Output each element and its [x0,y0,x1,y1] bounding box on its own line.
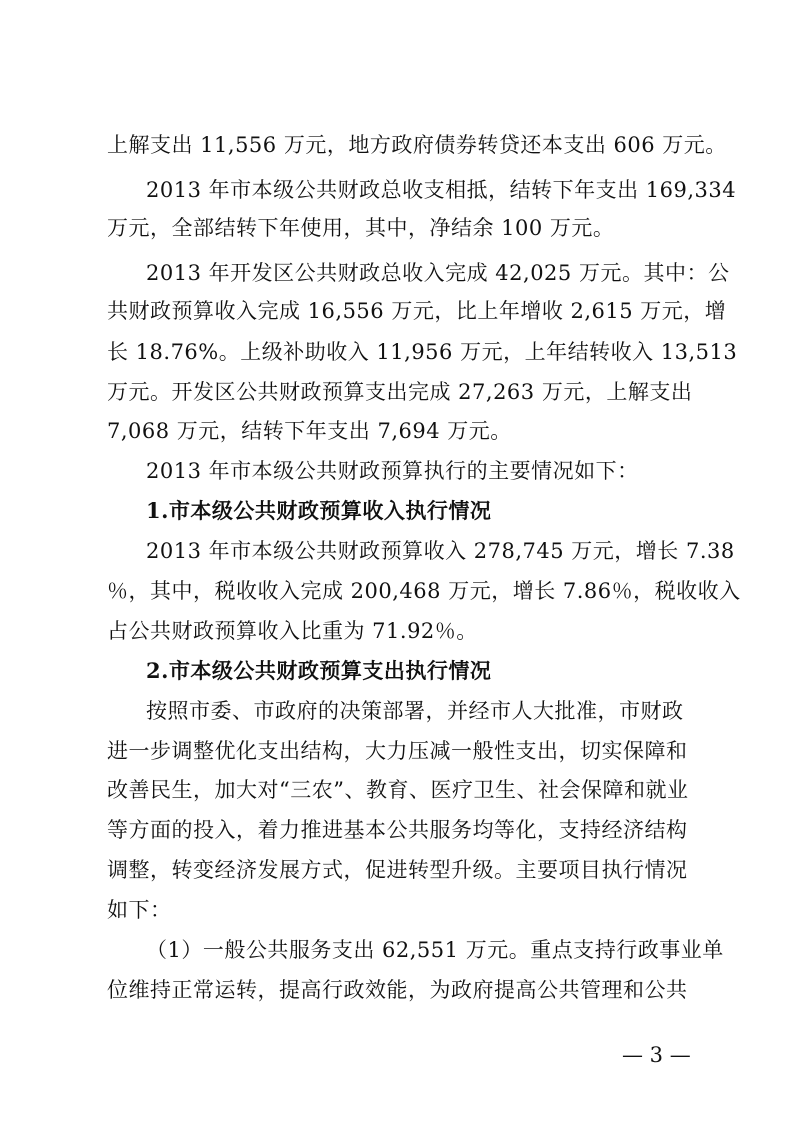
paragraph-expenditure-line: 如下： [107,898,172,922]
numbered-item-line: （1）一般公共服务支出 62,551 万元。重点支持行政事业单 [146,938,724,962]
paragraph-development-zone-line: 万元。开发区公共财政预算支出完成 27,263 万元，上解支出 [107,380,693,404]
paragraph-development-zone-line: 2013 年开发区公共财政总收入完成 42,025 万元。其中：公 [146,261,730,285]
page-number: — 3 — [622,1043,691,1067]
paragraph-expenditure-line: 改善民生，加大对“三农”、教育、医疗卫生、社会保障和就业 [107,778,689,802]
numbered-item-line: 位维持正常运转，提高行政效能，为政府提高公共管理和公共 [107,978,688,1002]
paragraph-expenditure-line: 等方面的投入，着力推进基本公共服务均等化，支持经济结构 [107,818,688,842]
paragraph-revenue-line: 2013 年市本级公共财政预算收入 278,745 万元，增长 7.38 [146,539,735,563]
paragraph-revenue-line: 占公共财政预算收入比重为 71.92％。 [107,619,478,643]
summary-intro-line: 2013 年市本级公共财政预算执行的主要情况如下： [146,459,639,483]
paragraph-expenditure-line: 调整，转变经济发展方式，促进转型升级。主要项目执行情况 [107,858,688,882]
paragraph-balance-line: 万元，全部结转下年使用，其中，净结余 100 万元。 [107,216,615,240]
paragraph-revenue-line: ％，其中，税收收入完成 200,468 万元，增长 7.86％，税收收入 [107,579,741,603]
paragraph-development-zone-line: 共财政预算收入完成 16,556 万元，比上年增收 2,615 万元，增 [107,299,727,323]
paragraph-development-zone-line: 长 18.76%。上级补助收入 11,956 万元，上年结转收入 13,513 [107,340,738,364]
paragraph-balance-line: 2013 年市本级公共财政总收支相抵，结转下年支出 169,334 [146,178,737,202]
paragraph-expenditure-line: 进一步调整优化支出结构，大力压减一般性支出，切实保障和 [107,739,688,763]
paragraph-continuation-line: 上解支出 11,556 万元，地方政府债券转贷还本支出 606 万元。 [107,133,727,157]
paragraph-expenditure-line: 按照市委、市政府的决策部署，并经市人大批准，市财政 [146,699,684,723]
section-heading-revenue: 1.市本级公共财政预算收入执行情况 [146,498,492,523]
section-heading-expenditure: 2.市本级公共财政预算支出执行情况 [146,658,492,683]
paragraph-development-zone-line: 7,068 万元，结转下年支出 7,694 万元。 [107,419,512,443]
